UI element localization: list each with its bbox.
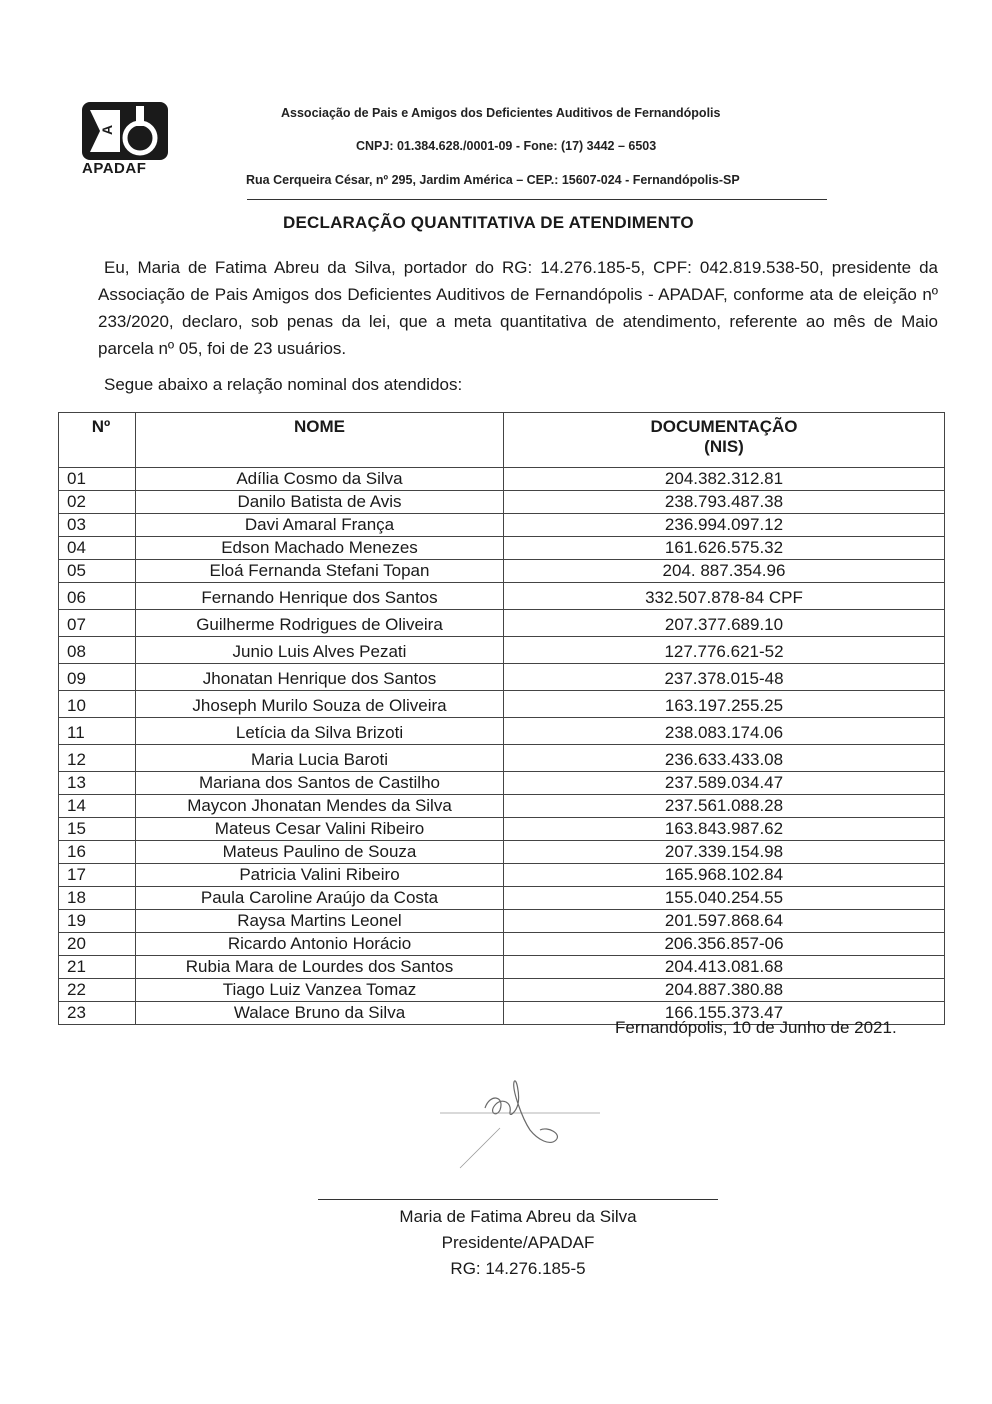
row-name: Walace Bruno da Silva: [136, 1002, 504, 1025]
row-name: Maria Lucia Baroti: [136, 745, 504, 772]
row-name: Jhoseph Murilo Souza de Oliveira: [136, 691, 504, 718]
column-header-doc-line2: (NIS): [704, 437, 744, 456]
signer-rg: RG: 14.276.185-5: [450, 1259, 586, 1278]
org-address: Rua Cerqueira César, nº 295, Jardim América – CEP.: 15607-024 - Fernandópolis-SP: [246, 173, 740, 187]
row-number: 02: [59, 491, 136, 514]
table-row: [59, 956, 945, 979]
row-name: Danilo Batista de Avis: [136, 491, 504, 514]
table-row: [59, 979, 945, 1002]
table-row: [59, 933, 945, 956]
row-documentation: 204. 887.354.96: [504, 560, 945, 583]
row-documentation: 204.382.312.81: [504, 468, 945, 491]
row-name: Raysa Martins Leonel: [136, 910, 504, 933]
table-row: [59, 583, 945, 610]
row-documentation: 161.626.575.32: [504, 537, 945, 560]
signature-block: [318, 1204, 718, 1282]
table-row: [59, 610, 945, 637]
row-documentation: 206.356.857-06: [504, 933, 945, 956]
row-documentation: 332.507.878-84 CPF: [504, 583, 945, 610]
row-number: 11: [59, 718, 136, 745]
svg-text:A: A: [99, 124, 115, 135]
row-number: 10: [59, 691, 136, 718]
row-name: Edson Machado Menezes: [136, 537, 504, 560]
row-number: 17: [59, 864, 136, 887]
row-number: 16: [59, 841, 136, 864]
table-row: [59, 718, 945, 745]
place-and-date: Fernandópolis, 10 de Junho de 2021.: [615, 1018, 897, 1037]
row-name: Maycon Jhonatan Mendes da Silva: [136, 795, 504, 818]
row-number: 05: [59, 560, 136, 583]
row-documentation: 163.197.255.25: [504, 691, 945, 718]
logo-text: APADAF: [82, 160, 147, 177]
row-documentation: 165.968.102.84: [504, 864, 945, 887]
table-row: [59, 637, 945, 664]
row-name: Eloá Fernanda Stefani Topan: [136, 560, 504, 583]
row-documentation: 201.597.868.64: [504, 910, 945, 933]
row-documentation: 204.413.081.68: [504, 956, 945, 979]
table-row: [59, 910, 945, 933]
row-number: 12: [59, 745, 136, 772]
table-row: [59, 795, 945, 818]
row-documentation: 236.994.097.12: [504, 514, 945, 537]
document-title: DECLARAÇÃO QUANTITATIVA DE ATENDIMENTO: [283, 213, 694, 232]
row-number: 04: [59, 537, 136, 560]
row-number: 01: [59, 468, 136, 491]
row-name: Junio Luis Alves Pezati: [136, 637, 504, 664]
row-number: 08: [59, 637, 136, 664]
signer-name: Maria de Fatima Abreu da Silva: [399, 1207, 637, 1226]
row-number: 19: [59, 910, 136, 933]
row-documentation: 204.887.380.88: [504, 979, 945, 1002]
row-name: Guilherme Rodrigues de Oliveira: [136, 610, 504, 637]
signer-role: Presidente/APADAF: [441, 1233, 595, 1252]
row-name: Fernando Henrique dos Santos: [136, 583, 504, 610]
row-number: 06: [59, 583, 136, 610]
row-number: 09: [59, 664, 136, 691]
row-number: 22: [59, 979, 136, 1002]
row-number: 20: [59, 933, 136, 956]
row-number: 14: [59, 795, 136, 818]
row-number: 13: [59, 772, 136, 795]
column-header-number: Nº: [59, 413, 136, 468]
list-intro: Segue abaixo a relação nominal dos atendidos:: [104, 375, 463, 394]
row-name: Rubia Mara de Lourdes dos Santos: [136, 956, 504, 979]
table-row: [59, 468, 945, 491]
table-row: [59, 887, 945, 910]
row-documentation: 238.083.174.06: [504, 718, 945, 745]
row-documentation: 237.589.034.47: [504, 772, 945, 795]
row-number: 07: [59, 610, 136, 637]
table-row: [59, 491, 945, 514]
row-name: Davi Amaral França: [136, 514, 504, 537]
row-documentation: 207.377.689.10: [504, 610, 945, 637]
row-documentation: 127.776.621-52: [504, 637, 945, 664]
row-name: Patricia Valini Ribeiro: [136, 864, 504, 887]
org-name: Associação de Pais e Amigos dos Deficientes Auditivos de Fernandópolis: [281, 106, 721, 120]
row-number: 03: [59, 514, 136, 537]
row-number: 18: [59, 887, 136, 910]
row-name: Paula Caroline Araújo da Costa: [136, 887, 504, 910]
table-row: [59, 664, 945, 691]
table-row: [59, 691, 945, 718]
table-header-row: [59, 413, 945, 468]
row-name: Ricardo Antonio Horácio: [136, 933, 504, 956]
row-documentation: 238.793.487.38: [504, 491, 945, 514]
column-header-documentation: [504, 413, 945, 468]
table-row: [59, 841, 945, 864]
row-documentation: 236.633.433.08: [504, 745, 945, 772]
row-number: 15: [59, 818, 136, 841]
org-cnpj-phone: CNPJ: 01.384.628./0001-09 - Fone: (17) 3442 – 6503: [356, 139, 657, 153]
row-documentation: 163.843.987.62: [504, 818, 945, 841]
row-documentation: 155.040.254.55: [504, 887, 945, 910]
table-row: [59, 772, 945, 795]
table-row: [59, 745, 945, 772]
row-name: Adília Cosmo da Silva: [136, 468, 504, 491]
declaration-paragraph: Eu, Maria de Fatima Abreu da Silva, portador do RG: 14.276.185-5, CPF: 042.819.538-50, presidente da Associação de Pais Amigos dos Deficientes Auditivos de Fernandópolis - APADAF, conforme ata de eleição nº 233/2020, declaro, sob penas da lei, que a meta quantitativa de atendimento, referente ao mês de Maio parcela nº 05, foi de 23 usuários.: [98, 258, 938, 358]
apadaf-logo: [80, 100, 172, 182]
attendees-table: [58, 412, 945, 1025]
row-name: Mateus Cesar Valini Ribeiro: [136, 818, 504, 841]
signature-line: [318, 1199, 718, 1200]
table-row: [59, 864, 945, 887]
row-name: Letícia da Silva Brizoti: [136, 718, 504, 745]
column-header-name: NOME: [136, 413, 504, 468]
row-number: 21: [59, 956, 136, 979]
table-row: [59, 537, 945, 560]
row-documentation: 207.339.154.98: [504, 841, 945, 864]
row-documentation: 237.378.015-48: [504, 664, 945, 691]
row-documentation: 166.155.373.47: [504, 1002, 945, 1025]
logo-emblem-icon: [80, 100, 170, 162]
row-name: Jhonatan Henrique dos Santos: [136, 664, 504, 691]
table-row: [59, 514, 945, 537]
row-number: 23: [59, 1002, 136, 1025]
table-row: [59, 818, 945, 841]
row-name: Tiago Luiz Vanzea Tomaz: [136, 979, 504, 1002]
row-documentation: 237.561.088.28: [504, 795, 945, 818]
row-name: Mariana dos Santos de Castilho: [136, 772, 504, 795]
row-name: Mateus Paulino de Souza: [136, 841, 504, 864]
table-row: [59, 560, 945, 583]
column-header-doc-line1: DOCUMENTAÇÃO: [650, 417, 798, 436]
header-divider: [247, 199, 827, 200]
handwritten-signature: [430, 1068, 610, 1178]
